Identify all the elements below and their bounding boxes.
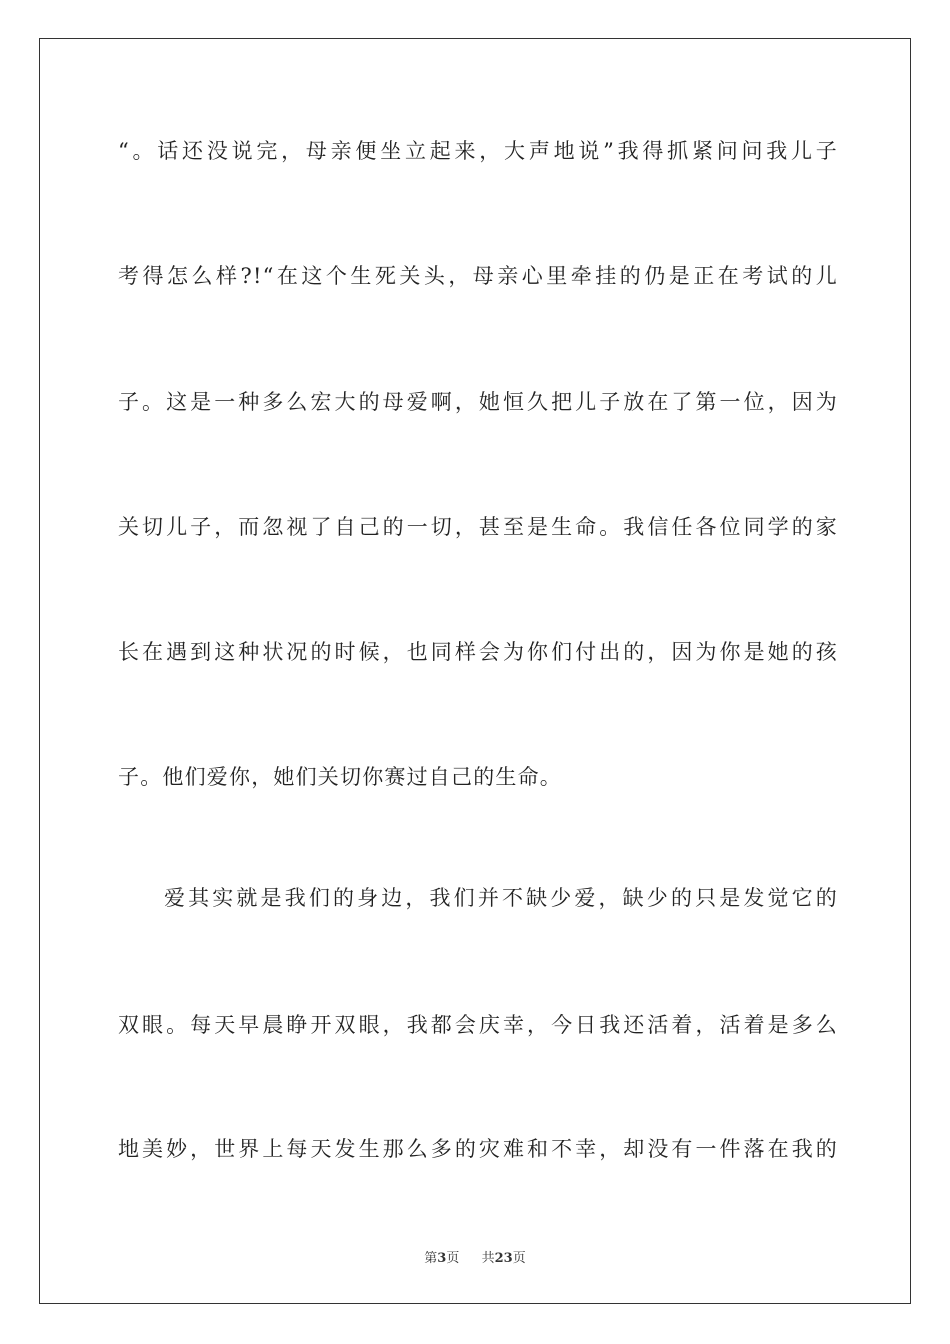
body-text-line: “。话还没说完，母亲便坐立起来，大声地说”我得抓紧问问我儿子 bbox=[118, 139, 838, 163]
page-suffix: 页 bbox=[446, 1251, 460, 1266]
current-page-number: 3 bbox=[437, 1251, 447, 1266]
body-text-line: 双眼。每天早晨睁开双眼，我都会庆幸，今日我还活着，活着是多么 bbox=[118, 1013, 838, 1037]
body-text-line: 考得怎么样?!“在这个生死关头，母亲心里牵挂的仍是正在考试的儿 bbox=[118, 264, 838, 288]
page-border bbox=[39, 38, 911, 1304]
body-text-line: 关切儿子，而忽视了自己的一切，甚至是生命。我信任各位同学的家 bbox=[118, 515, 838, 539]
total-pages-number: 23 bbox=[494, 1251, 513, 1266]
total-prefix: 共 bbox=[481, 1251, 495, 1266]
body-text-line: 地美妙，世界上每天发生那么多的灾难和不幸，却没有一件落在我的 bbox=[118, 1137, 838, 1161]
body-text-line: 子。这是一种多么宏大的母爱啊，她恒久把儿子放在了第一位，因为 bbox=[118, 390, 838, 414]
body-text-line: 子。他们爱你，她们关切你赛过自己的生命。 bbox=[118, 765, 562, 789]
total-suffix: 页 bbox=[512, 1251, 526, 1266]
page-prefix: 第 bbox=[424, 1251, 438, 1266]
body-text-line: 长在遇到这种状况的时候，也同样会为你们付出的，因为你是她的孩 bbox=[118, 640, 838, 664]
paragraph-first-line: 爱其实就是我们的身边，我们并不缺少爱，缺少的只是发觉它的 bbox=[164, 886, 838, 910]
page-footer bbox=[0, 1247, 950, 1266]
